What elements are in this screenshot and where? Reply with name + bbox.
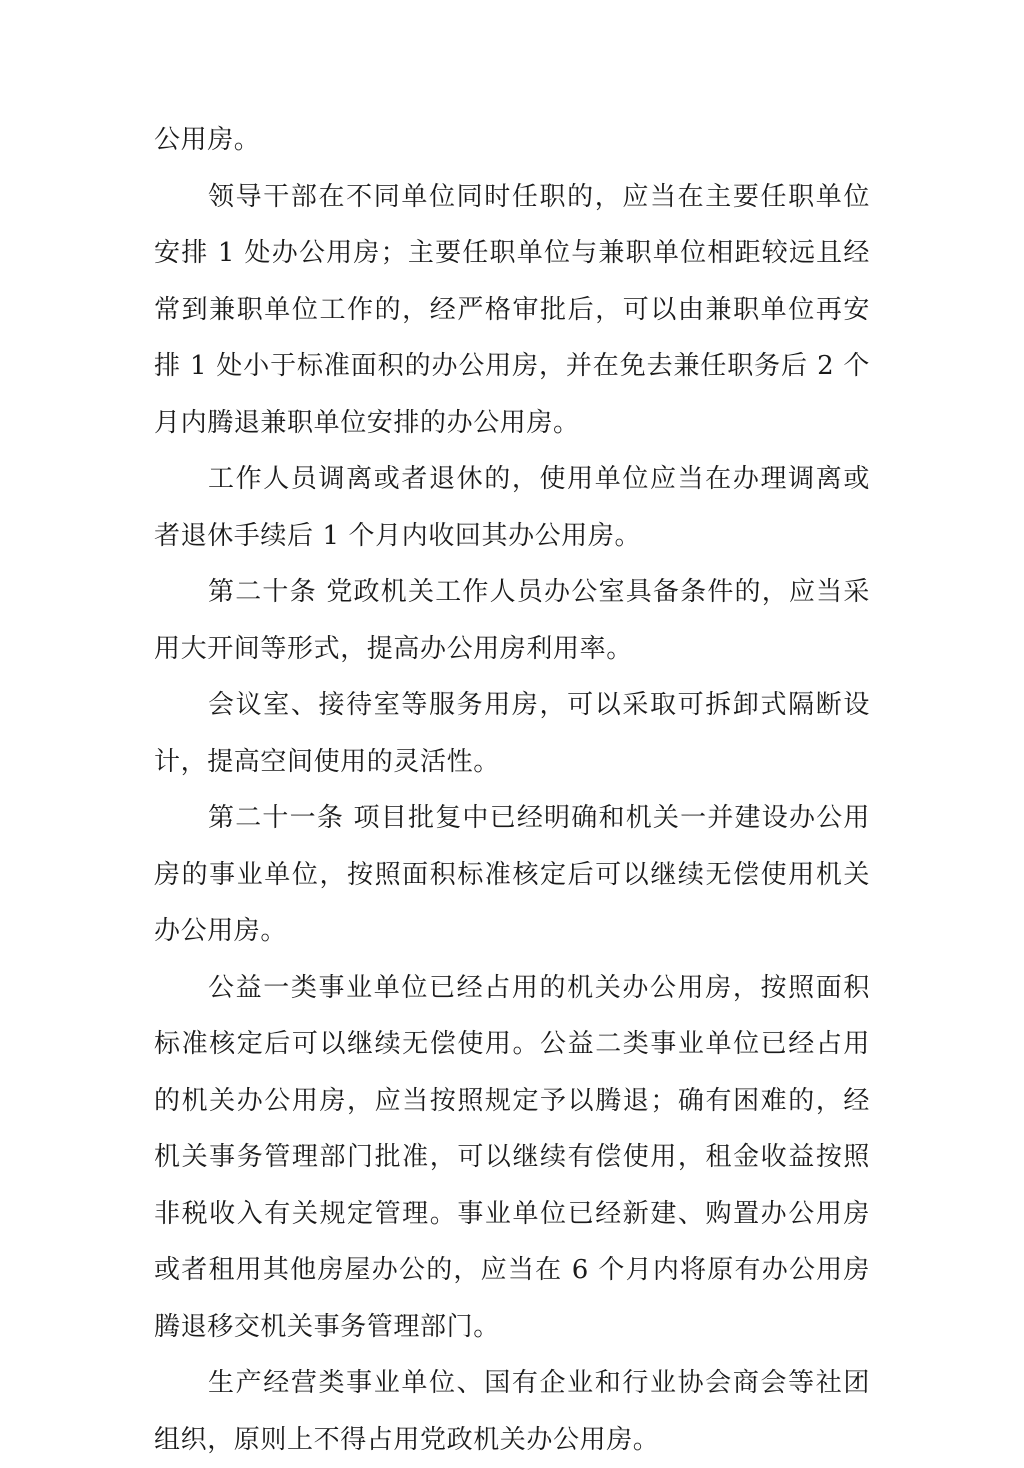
paragraph-retirement: 工作人员调离或者退休的，使用单位应当在办理调离或者退休手续后 1 个月内收回其办公用房。	[154, 464, 870, 551]
paragraph-article-21: 第二十一条 项目批复中已经明确和机关一并建设办公用房的事业单位，按照面积标准核定后可以继续无偿使用机关办公用房。	[154, 803, 870, 946]
paragraph-public-institutions: 公益一类事业单位已经占用的机关办公用房，按照面积标准核定后可以继续无偿使用。公益二类事业单位已经占用的机关办公用房，应当按照规定予以腾退；确有困难的，经机关事务管理部门批准，可以继续有偿使用，租金收益按照非税收入有关规定管理。事业单位已经新建、购置办公用房或者租用其他房屋办公的，应当在 6 个月内将原有办公用房腾退移交机关事务管理部门。	[154, 972, 870, 1342]
paragraph-article-20: 第二十条 党政机关工作人员办公室具备条件的，应当采用大开间等形式，提高办公用房利用率。	[154, 577, 870, 664]
paragraph-meeting-rooms: 会议室、接待室等服务用房，可以采取可拆卸式隔断设计，提高空间使用的灵活性。	[154, 690, 870, 777]
paragraph-continuation: 公用房。	[154, 125, 261, 155]
paragraph-enterprises: 生产经营类事业单位、国有企业和行业协会商会等社团组织，原则上不得占用党政机关办公用房。	[154, 1368, 870, 1455]
paragraph-concurrent-posts: 领导干部在不同单位同时任职的，应当在主要任职单位安排 1 处办公用房；主要任职单位与兼职单位相距较远且经常到兼职单位工作的，经严格审批后，可以由兼职单位再安排 1 处小于标准面积的办公用房，并在免去兼任职务后 2 个月内腾退兼职单位安排的办公用房。	[154, 181, 870, 438]
document-page	[154, 112, 870, 1468]
